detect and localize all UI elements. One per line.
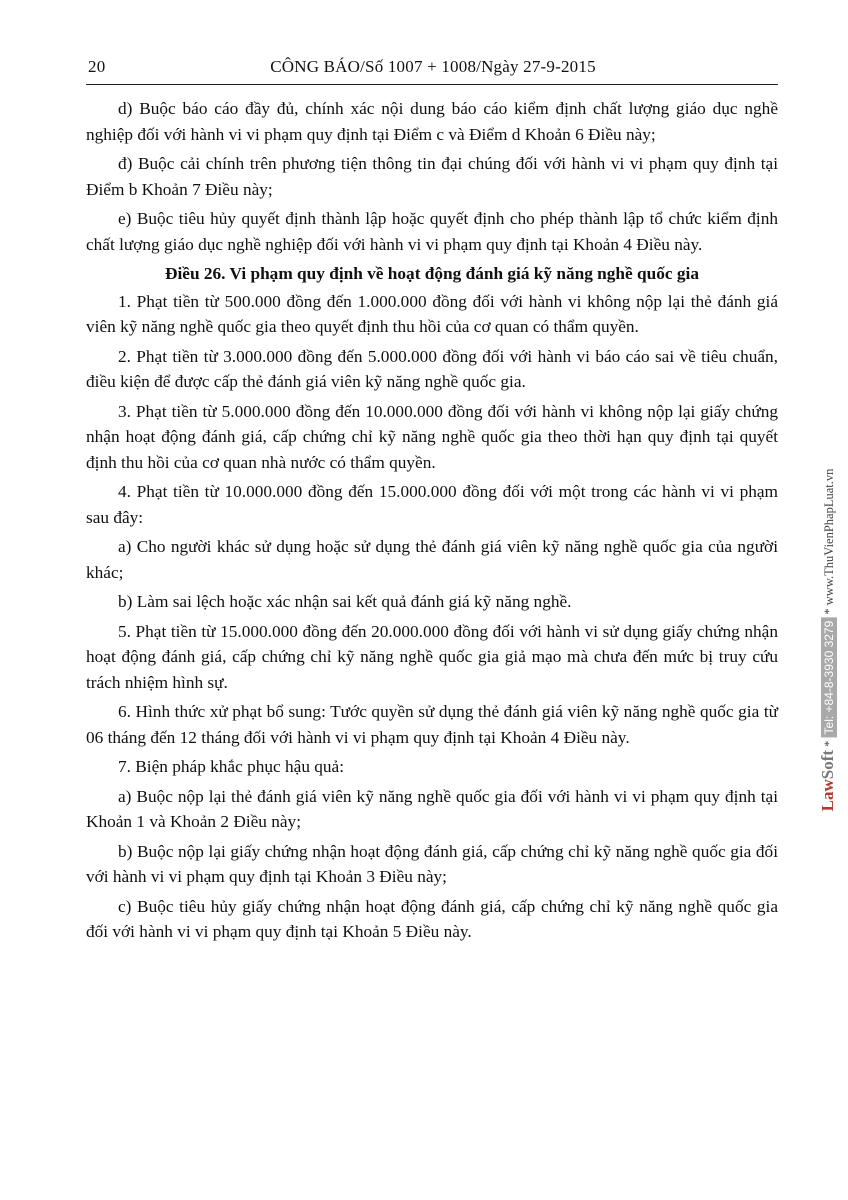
header-rule: [86, 84, 778, 85]
page-number: 20: [88, 57, 106, 76]
watermark-separator-1: *: [822, 737, 836, 750]
clause-2: 2. Phạt tiền từ 3.000.000 đồng đến 5.000.000 đồng đối với hành vi báo cáo sai về tiêu chuẩn, điều kiện để được cấp thẻ đánh giá viên kỹ năng nghề quốc gia.: [86, 346, 778, 391]
clause-4: 4. Phạt tiền từ 10.000.000 đồng đến 15.000.000 đồng đối với một trong các hành vi vi phạm sau đây:: [86, 482, 778, 527]
side-watermark: [818, 469, 838, 812]
watermark-phone: Tel: +84-8-3930 3279: [821, 618, 837, 738]
clause-4-point-b: b) Làm sai lệch hoặc xác nhận sai kết quả đánh giá kỹ năng nghề.: [118, 592, 572, 611]
watermark-separator-2: *: [822, 605, 836, 618]
clause-7-point-c: c) Buộc tiêu hủy giấy chứng nhận hoạt động đánh giá, cấp chứng chỉ kỹ năng nghề quốc gia đối với hành vi vi phạm quy định tại Khoản 5 Điều này.: [86, 896, 778, 941]
paragraph-e: e) Buộc tiêu hủy quyết định thành lập hoặc quyết định cho phép thành lập tổ chức kiểm định chất lượng giáo dục nghề nghiệp đối với hành vi vi phạm quy định tại Khoản 4 Điều này.: [86, 209, 778, 254]
page-header: [88, 57, 778, 87]
paragraph-d: d) Buộc báo cáo đầy đủ, chính xác nội dung báo cáo kiểm định chất lượng giáo dục nghề nghiệp đối với hành vi vi phạm quy định tại Điểm c và Điểm d Khoản 6 Điều này;: [86, 99, 778, 144]
clause-7-point-a: a) Buộc nộp lại thẻ đánh giá viên kỹ năng nghề quốc gia đối với hành vi vi phạm quy định tại Khoản 1 và Khoản 2 Điều này;: [86, 786, 778, 831]
watermark-website: www.ThuVienPhapLuat.vn: [822, 468, 836, 606]
clause-3: 3. Phạt tiền từ 5.000.000 đồng đến 10.000.000 đồng đối với hành vi không nộp lại giấy chứng nhận hoạt động đánh giá, cấp chứng chỉ kỹ năng nghề quốc gia theo thời hạn quy định tại quyết định thu hồi của cơ quan nhà nước có thẩm quyền.: [86, 401, 778, 472]
clause-6: 6. Hình thức xử phạt bổ sung: Tước quyền sử dụng thẻ đánh giá viên kỹ năng nghề quốc gia từ 06 tháng đến 12 tháng đối với hành vi vi phạm quy định tại Khoản 4 Điều này.: [86, 702, 778, 747]
clause-4-point-a: a) Cho người khác sử dụng hoặc sử dụng thẻ đánh giá viên kỹ năng nghề quốc gia của người khác;: [86, 537, 778, 582]
paragraph-dd: đ) Buộc cải chính trên phương tiện thông tin đại chúng đối với hành vi vi phạm quy định tại Điểm b Khoản 7 Điều này;: [86, 154, 778, 199]
clause-7: 7. Biện pháp khắc phục hậu quả:: [118, 757, 345, 776]
document-body: [86, 96, 778, 949]
logo-soft: Soft: [818, 749, 837, 780]
clause-7-point-b: b) Buộc nộp lại giấy chứng nhận hoạt động đánh giá, cấp chứng chỉ kỹ năng nghề quốc gia đối với hành vi vi phạm quy định tại Khoản 3 Điều này;: [86, 841, 778, 886]
article-26-heading: Điều 26. Vi phạm quy định về hoạt động đánh giá kỹ năng nghề quốc gia: [165, 264, 699, 283]
lawsoft-logo: [818, 750, 837, 811]
clause-5: 5. Phạt tiền từ 15.000.000 đồng đến 20.000.000 đồng đối với hành vi sử dụng giấy chứng nhận hoạt động đánh giá, cấp chứng chỉ kỹ năng nghề quốc gia giả mạo mà chưa đến mức bị truy cứu trách nhiệm hình sự.: [86, 621, 778, 692]
clause-1: 1. Phạt tiền từ 500.000 đồng đến 1.000.000 đồng đối với hành vi không nộp lại thẻ đánh giá viên kỹ năng nghề quốc gia theo quyết định thu hồi của cơ quan có thẩm quyền.: [86, 291, 778, 336]
gazette-title: CÔNG BÁO/Số 1007 + 1008/Ngày 27-9-2015: [270, 57, 596, 76]
logo-law: Law: [818, 779, 837, 812]
